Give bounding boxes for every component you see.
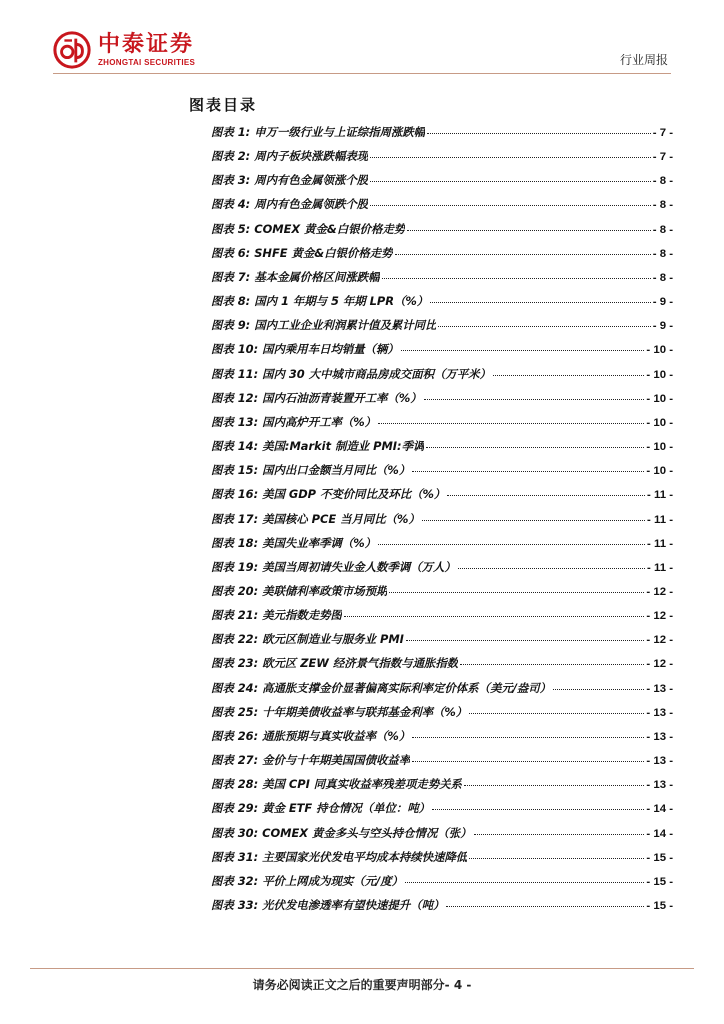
toc-item[interactable] <box>211 728 673 752</box>
toc-item-text: 欧元区制造业与服务业 PMI <box>262 632 404 647</box>
toc-item-label: 图表 11: <box>211 366 259 381</box>
toc-item-page: - 12 - <box>646 610 673 623</box>
toc-item-page: - 7 - <box>652 127 673 139</box>
toc-item[interactable] <box>211 825 673 849</box>
toc-item[interactable] <box>211 607 673 631</box>
toc-item-page: - 13 - <box>646 730 673 743</box>
toc-item-leader <box>553 689 644 690</box>
toc-item-text: 周内有色金属领涨个股 <box>254 173 369 188</box>
toc-item-label: 图表 1: <box>211 125 251 139</box>
toc-item-text: 国内 1 年期与 5 年期 LPR（%） <box>254 294 429 309</box>
toc-item-text: 美国:Markit 制造业 PMI:季调 <box>262 439 425 454</box>
toc-list <box>211 124 673 921</box>
toc-item-label: 图表 25: <box>211 704 259 719</box>
toc-item-text: 光伏发电渗透率有望快速提升（吨） <box>262 898 445 912</box>
toc-item-leader <box>407 230 651 231</box>
toc-item-page: - 13 - <box>646 755 673 768</box>
toc-item-label: 图表 21: <box>211 608 259 623</box>
toc-item-leader <box>474 834 645 835</box>
toc-item-label: 图表 15: <box>211 463 259 478</box>
toc-item-leader <box>422 520 645 521</box>
toc-item-page: - 14 - <box>646 827 673 840</box>
toc-item-label: 图表 10: <box>211 342 259 357</box>
toc-item-leader <box>460 664 644 665</box>
toc-item-page: - 7 - <box>652 151 673 164</box>
toc-item-text: 美国失业率季调（%） <box>262 535 377 550</box>
toc-item-label: 图表 16: <box>211 487 259 502</box>
toc-item-leader <box>406 640 644 641</box>
toc-item-leader <box>378 544 645 545</box>
toc-item-page: - 11 - <box>647 537 673 550</box>
toc-item-leader <box>382 278 651 279</box>
toc-item-text: 美国当周初请失业金人数季调（万人） <box>262 559 456 574</box>
toc-item-leader <box>412 761 644 762</box>
toc-item-label: 图表 20: <box>211 583 259 598</box>
toc-item[interactable] <box>211 196 673 220</box>
toc-item[interactable] <box>211 897 673 921</box>
toc-item-label: 图表 26: <box>211 728 259 743</box>
toc-item-page: - 10 - <box>646 416 673 429</box>
toc-item-page: - 15 - <box>646 851 673 864</box>
toc-item-label: 图表 4: <box>211 197 251 212</box>
toc-item[interactable] <box>211 414 673 438</box>
toc-item-text: 美国 CPI 同真实收益率残差项走势关系 <box>262 777 462 792</box>
toc-item[interactable] <box>211 583 673 607</box>
toc-item[interactable] <box>211 776 673 800</box>
toc-item-text: 国内出口金额当月同比（%） <box>262 463 411 478</box>
toc-item-text: 国内石油沥青装置开工率（%） <box>262 390 422 405</box>
toc-item[interactable] <box>211 124 673 148</box>
toc-item[interactable] <box>211 849 673 873</box>
toc-item-label: 图表 18: <box>211 535 259 550</box>
toc-item-leader <box>446 906 644 907</box>
toc-item-label: 图表 5: <box>211 221 251 236</box>
toc-item[interactable] <box>211 390 673 414</box>
toc-item-label: 图表 14: <box>211 439 259 454</box>
toc-item-text: 十年期美债收益率与联邦基金利率（%） <box>262 704 468 719</box>
toc-item-leader <box>432 809 644 810</box>
toc-item-leader <box>469 713 644 714</box>
toc-item-leader <box>426 447 644 448</box>
toc-item-label: 图表 3: <box>211 173 251 188</box>
toc-item-page: - 8 - <box>652 199 673 212</box>
toc-item-text: 周内子板块涨跌幅表现 <box>254 149 369 164</box>
toc-item-label: 图表 27: <box>211 753 259 768</box>
toc-item[interactable] <box>211 655 673 679</box>
toc-item-text: 美国 GDP 不变价同比及环比（%） <box>262 487 446 502</box>
toc-item-page: - 13 - <box>646 779 673 792</box>
logo-name-cn: 中泰证券 <box>98 31 195 57</box>
toc-item-page: - 10 - <box>646 368 673 381</box>
toc-item[interactable] <box>211 221 673 245</box>
toc-item-label: 图表 2: <box>211 149 251 164</box>
toc-item[interactable] <box>211 511 673 535</box>
toc-item[interactable] <box>211 535 673 559</box>
toc-item-leader <box>458 568 645 569</box>
toc-item-label: 图表 22: <box>211 632 259 647</box>
toc-item-text: 国内工业企业利润累计值及累计同比 <box>254 318 437 333</box>
toc-item-leader <box>469 858 644 859</box>
toc-item[interactable] <box>211 269 673 293</box>
toc-item[interactable] <box>211 462 673 486</box>
toc-item-leader <box>378 423 644 424</box>
toc-item-leader <box>430 302 651 303</box>
toc-item-leader <box>424 399 645 400</box>
toc-item-leader <box>464 785 645 786</box>
toc-item-text: COMEX 黄金&白银价格走势 <box>254 221 406 236</box>
toc-item-leader <box>401 350 645 351</box>
toc-item-text: 金价与十年期美国国债收益率 <box>262 753 411 768</box>
toc-item-label: 图表 13: <box>211 414 259 429</box>
toc-item-text: 高通胀支撑金价显著偏离实际利率定价体系（美元/盎司） <box>262 680 552 695</box>
toc-item[interactable] <box>211 680 673 704</box>
toc-item[interactable] <box>211 341 673 365</box>
toc-item-label: 图表 17: <box>211 511 259 526</box>
toc-item-text: 周内有色金属领跌个股 <box>254 197 369 212</box>
toc-item[interactable] <box>211 148 673 172</box>
toc-item-label: 图表 28: <box>211 777 259 792</box>
toc-item-page: - 15 - <box>646 875 673 888</box>
page-header <box>0 0 724 80</box>
toc-item[interactable] <box>211 559 673 583</box>
toc-item-label: 图表 29: <box>211 801 259 816</box>
toc-item-text: 国内高炉开工率（%） <box>262 414 377 429</box>
toc-item-page: - 12 - <box>646 585 673 598</box>
toc-item-leader <box>438 326 650 327</box>
toc-item-leader <box>447 495 645 496</box>
toc-item-leader <box>389 592 644 593</box>
toc-item[interactable] <box>211 873 673 897</box>
toc-item-leader <box>427 133 651 134</box>
toc-item-text: 美国核心 PCE 当月同比（%） <box>262 511 420 526</box>
toc-item-label: 图表 12: <box>211 390 259 405</box>
toc-item-page: - 11 - <box>647 489 673 502</box>
toc-item-text: COMEX 黄金多头与空头持仓情况（张） <box>262 825 472 840</box>
toc-item[interactable] <box>211 245 673 269</box>
toc-item-page: - 11 - <box>647 561 673 574</box>
toc-item-leader <box>370 157 651 158</box>
toc-item-text: 国内 30 大中城市商品房成交面积（万平米） <box>262 366 491 381</box>
report-type: 行业周报 <box>619 53 668 67</box>
toc-item-label: 图表 24: <box>211 680 259 695</box>
company-logo <box>53 28 195 72</box>
toc-item-text: 美联储利率政策市场预期 <box>262 583 388 598</box>
toc-item-page: - 10 - <box>646 441 673 454</box>
toc-item-page: - 10 - <box>646 344 673 357</box>
toc-item-label: 图表 9: <box>211 318 251 333</box>
toc-item-leader <box>395 254 651 255</box>
zhongtai-logo-icon <box>53 31 91 69</box>
toc-item-page: - 14 - <box>646 803 673 816</box>
toc-item-text: 申万一级行业与上证综指周涨跌幅 <box>254 125 426 139</box>
toc-item-text: SHFE 黄金&白银价格走势 <box>254 245 393 260</box>
toc-item-page: - 12 - <box>646 634 673 647</box>
toc-item-page: - 11 - <box>647 513 673 526</box>
toc-item-page: - 8 - <box>652 223 673 236</box>
toc-item-page: - 8 - <box>652 175 673 188</box>
toc-item-page: - 8 - <box>652 271 673 284</box>
toc-item-label: 图表 19: <box>211 559 259 574</box>
toc-item[interactable] <box>211 438 673 462</box>
toc-item-label: 图表 8: <box>211 294 251 309</box>
toc-item-page: - 8 - <box>652 247 673 260</box>
toc-item[interactable] <box>211 366 673 390</box>
toc-item-text: 美元指数走势图 <box>262 608 342 623</box>
toc-item[interactable] <box>211 800 673 824</box>
toc-item-leader <box>370 205 651 206</box>
toc-item-page: - 13 - <box>646 706 673 719</box>
toc-item-text: 欧元区 ZEW 经济景气指数与通胀指数 <box>262 656 459 671</box>
toc-item-page: - 9 - <box>652 320 673 333</box>
toc-item[interactable] <box>211 631 673 655</box>
toc-item[interactable] <box>211 752 673 776</box>
toc-item-label: 图表 32: <box>211 873 259 888</box>
toc-item-label: 图表 23: <box>211 656 259 671</box>
logo-name-en: ZHONGTAI SECURITIES <box>98 57 196 67</box>
toc-item-label: 图表 31: <box>211 849 259 864</box>
toc-item-label: 图表 33: <box>211 898 259 912</box>
toc-item-text: 国内乘用车日均销量（辆） <box>262 342 399 357</box>
toc-title: 图表目录 <box>189 96 258 114</box>
toc-item[interactable] <box>211 172 673 196</box>
toc-item[interactable] <box>211 293 673 317</box>
footer-disclaimer: 请务必阅读正文之后的重要声明部分- 4 - <box>252 978 472 992</box>
toc-item-text: 平价上网成为现实（元/度） <box>262 873 403 888</box>
toc-item-text: 通胀预期与真实收益率（%） <box>262 728 411 743</box>
toc-item-leader <box>370 181 651 182</box>
toc-item-label: 图表 30: <box>211 825 259 840</box>
toc-item-text: 基本金属价格区间涨跌幅 <box>254 269 380 284</box>
toc-item-page: - 9 - <box>652 296 673 309</box>
toc-item-leader <box>344 616 645 617</box>
toc-item-text: 主要国家光伏发电平均成本持续快速降低 <box>262 849 468 864</box>
toc-item-label: 图表 6: <box>211 245 251 260</box>
toc-item-page: - 13 - <box>646 682 673 695</box>
toc-item-page: - 10 - <box>646 465 673 478</box>
toc-item-leader <box>412 737 644 738</box>
header-divider <box>53 73 671 74</box>
footer-divider <box>30 968 694 969</box>
logo-text <box>98 33 195 68</box>
toc-item-leader <box>412 471 644 472</box>
toc-item-label: 图表 7: <box>211 269 251 284</box>
toc-item-text: 黄金 ETF 持仓情况（单位：吨） <box>262 801 431 816</box>
toc-item[interactable] <box>211 704 673 728</box>
toc-item-page: - 15 - <box>646 900 673 912</box>
toc-item-page: - 10 - <box>646 392 673 405</box>
toc-item-leader <box>405 882 644 883</box>
toc-item[interactable] <box>211 486 673 510</box>
toc-item-leader <box>493 375 644 376</box>
toc-item-page: - 12 - <box>646 658 673 671</box>
toc-item[interactable] <box>211 317 673 341</box>
